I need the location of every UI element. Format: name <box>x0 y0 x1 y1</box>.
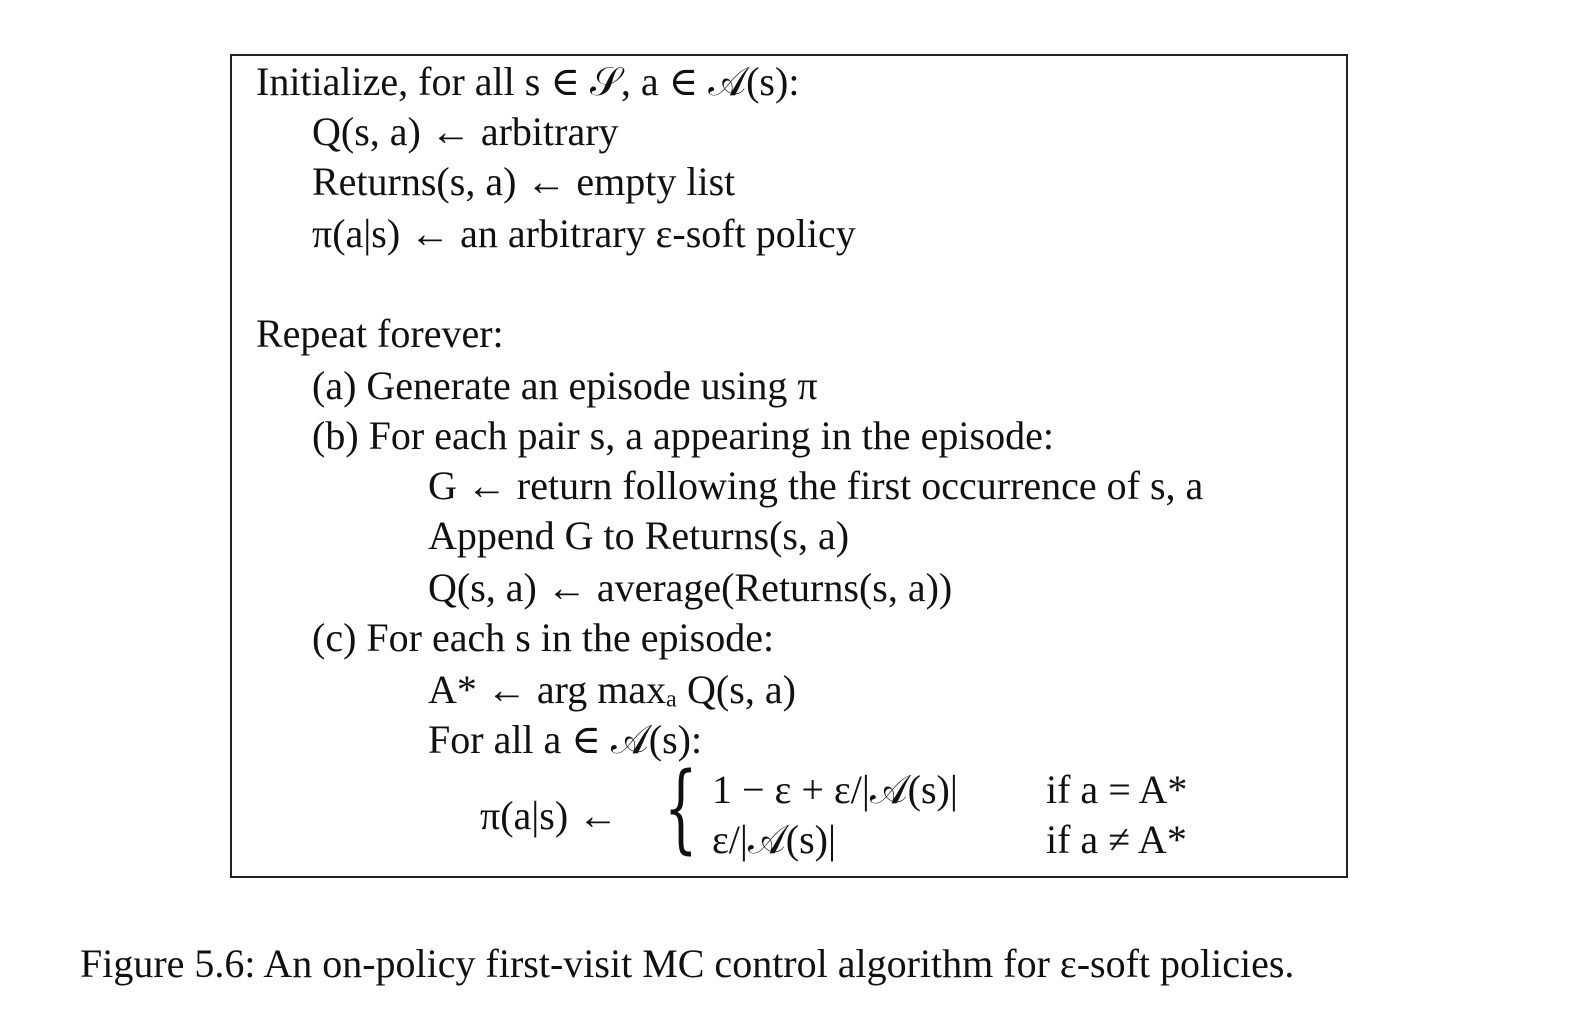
case1-value: 1 − ε + ε/|𝒜(s)| <box>712 767 958 812</box>
case2-condition: if a ≠ A* <box>1046 817 1187 862</box>
step-a-line: (a) Generate an episode using π <box>312 363 818 408</box>
init-returns-line: Returns(s, a) ← empty list <box>312 159 736 204</box>
step-c-argmax-line: A* ← arg maxₐ Q(s, a) <box>428 667 796 712</box>
case1-condition: if a = A* <box>1046 767 1188 812</box>
step-b-return-line: G ← return following the first occurrence of s, a <box>428 463 1204 508</box>
step-b-append-line: Append G to Returns(s, a) <box>428 513 850 558</box>
init-header: Initialize, for all s ∈ 𝒮, a ∈ 𝒜(s): <box>256 59 800 104</box>
step-b-line: (b) For each pair s, a appearing in the episode: <box>312 413 1054 458</box>
cases-brace: { <box>664 752 698 864</box>
init-policy-line: π(a|s) ← an arbitrary ε-soft policy <box>312 211 856 256</box>
case2-value: ε/|𝒜(s)| <box>712 817 836 862</box>
step-c-forall-line: For all a ∈ 𝒜(s): <box>428 717 703 762</box>
policy-update-lhs: π(a|s) ← <box>480 793 619 838</box>
init-q-line: Q(s, a) ← arbitrary <box>312 109 619 154</box>
repeat-header: Repeat forever: <box>256 311 504 356</box>
step-b-average-line: Q(s, a) ← average(Returns(s, a)) <box>428 565 953 610</box>
step-c-line: (c) For each s in the episode: <box>312 615 775 660</box>
figure-caption: Figure 5.6: An on-policy first-visit MC control algorithm for ε-soft policies. <box>80 941 1295 986</box>
